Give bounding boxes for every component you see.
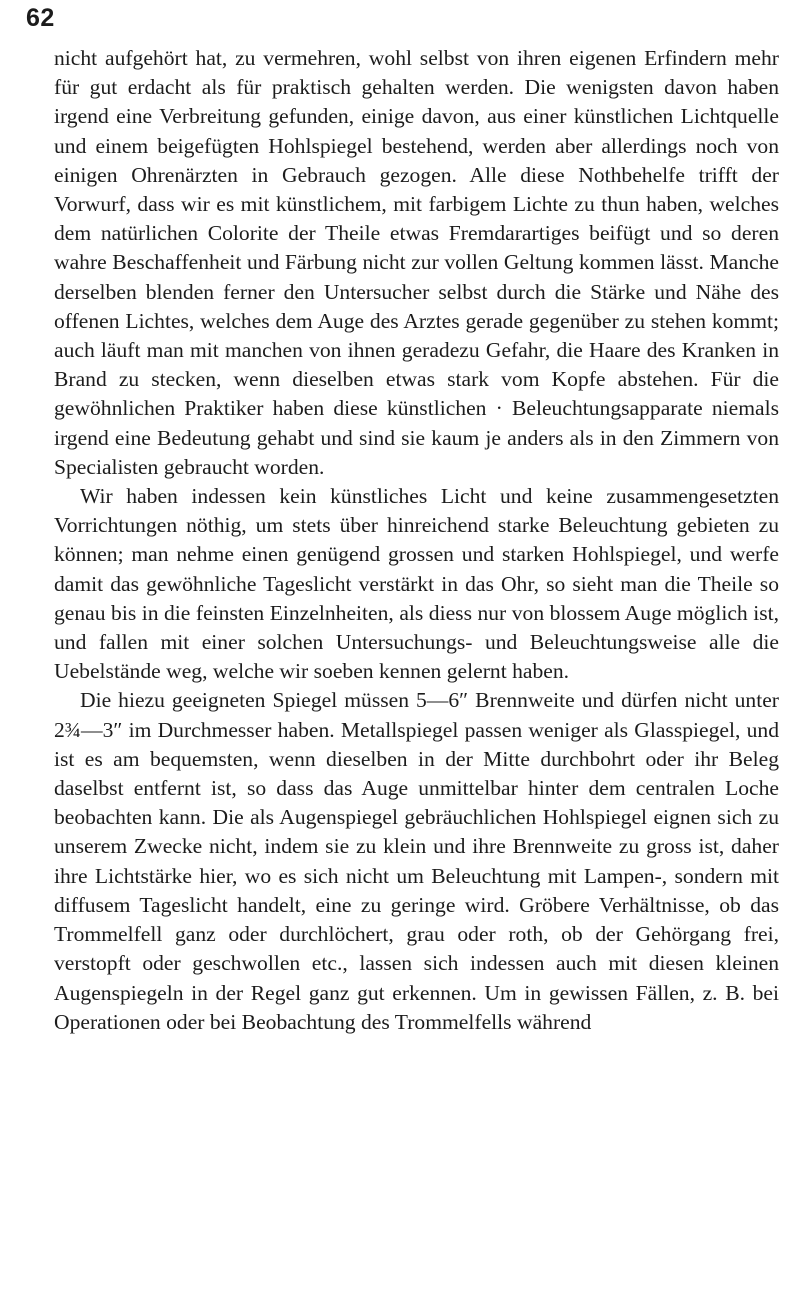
page-number: 62 bbox=[26, 4, 55, 32]
body-text bbox=[54, 44, 779, 1037]
paragraph-1: nicht aufgehört hat, zu vermehren, wohl selbst von ihren eigenen Erfindern mehr für gut erdacht als für praktisch gehalten werden. Die wenigsten davon haben irgend eine Verbreitung gefunden, einige davon, aus einer künstlichen Lichtquelle und einem beigefügten Hohlspiegel bestehend, werden aber allerdings noch von einigen Ohrenärzten in Gebrauch gezogen. Alle diese Nothbehelfe trifft der Vorwurf, dass wir es mit künstlichem, mit farbigem Lichte zu thun haben, welches dem natürlichen Colorite der Theile etwas Fremdarartiges beifügt und so deren wahre Beschaffenheit und Färbung nicht zur vollen Geltung kommen lässt. Manche derselben blenden ferner den Untersucher selbst durch die Stärke und Nähe des offenen Lichtes, welches dem Auge des Arztes gerade gegenüber zu stehen kommt; auch läuft man mit manchen von ihnen geradezu Gefahr, die Haare des Kranken in Brand zu stecken, wenn dieselben etwas stark vom Kopfe abstehen. Für die gewöhnlichen Praktiker haben diese künstlichen · Beleuchtungsapparate niemals irgend eine Bedeutung gehabt und sind sie kaum je anders als in den Zimmern von Specialisten gebraucht worden. bbox=[54, 46, 779, 479]
paragraph-3: Die hiezu geeigneten Spiegel müssen 5—6″ Brennweite und dürfen nicht unter 2¾—3″ im Durchmesser haben. Metallspiegel passen weniger als Glasspiegel, und ist es am bequemsten, wenn dieselben in der Mitte durchbohrt oder ihr Beleg daselbst entfernt ist, so dass das Auge unmittelbar hinter dem centralen Loche beobachten kann. Die als Augenspiegel gebräuchlichen Hohlspiegel eignen sich zu unserem Zwecke nicht, indem sie zu klein und ihre Brennweite zu gross ist, daher ihre Lichtstärke hier, wo es sich nicht um Beleuchtung mit Lampen-, sondern mit diffusem Tageslicht handelt, eine zu geringe wird. Gröbere Verhältnisse, ob das Trommelfell ganz oder durchlöchert, grau oder roth, ob der Gehörgang frei, verstopft oder geschwollen etc., lassen sich indessen auch mit diesen kleinen Augenspiegeln in der Regel ganz gut erkennen. Um in gewissen Fällen, z. B. bei Operationen oder bei Beobachtung des Trommelfells während bbox=[54, 688, 779, 1034]
paragraph-2: Wir haben indessen kein künstliches Licht und keine zusammengesetzten Vorrichtungen nöthig, um stets über hinreichend starke Beleuchtung gebieten zu können; man nehme einen genügend grossen und starken Hohlspiegel, und werfe damit das gewöhnliche Tageslicht verstärkt in das Ohr, so sieht man die Theile so genau bis in die feinsten Einzelnheiten, als diess nur von blossem Auge möglich ist, und fallen mit einer solchen Untersuchungs- und Beleuchtungsweise alle die Uebelstände weg, welche wir soeben kennen gelernt haben. bbox=[54, 484, 779, 684]
